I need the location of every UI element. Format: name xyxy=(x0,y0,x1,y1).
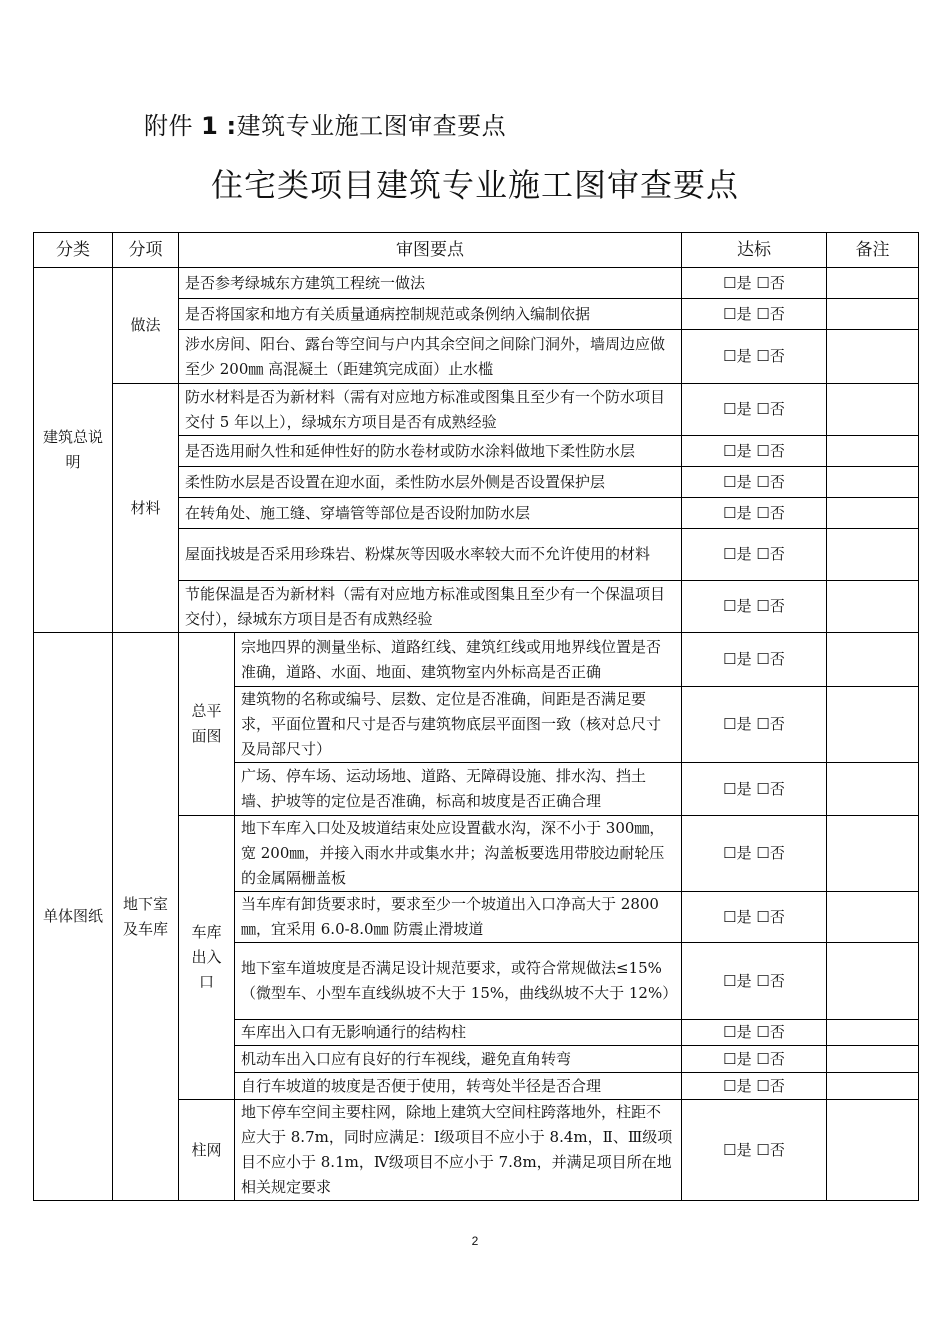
remarks-cell[interactable] xyxy=(827,498,919,529)
remarks-cell[interactable] xyxy=(827,892,919,943)
remarks-cell[interactable] xyxy=(827,687,919,763)
remarks-cell[interactable] xyxy=(827,268,919,299)
header-subcategory: 分项 xyxy=(113,233,179,268)
review-point: 是否参考绿城东方建筑工程统一做法 xyxy=(179,268,682,299)
compliance-checkbox[interactable]: ☐是 ☐否 xyxy=(682,268,827,299)
review-point: 地下车库入口处及坡道结束处应设置截水沟，深不小于 300㎜，宽 200㎜，并接入雨水井或集水井；沟盖板要选用带胶边耐轮压的金属隔栅盖板 xyxy=(235,816,682,892)
review-point: 节能保温是否为新材料（需有对应地方标准或图集且至少有一个保温项目交付），绿城东方项目是否有成熟经验 xyxy=(179,581,682,633)
compliance-checkbox[interactable]: ☐是 ☐否 xyxy=(682,467,827,498)
attachment-colon: : xyxy=(226,112,237,140)
review-point: 广场、停车场、运动场地、道路、无障碍设施、排水沟、挡土墙、护坡等的定位是否准确，标高和坡度是否正确合理 xyxy=(235,763,682,816)
compliance-checkbox[interactable]: ☐是 ☐否 xyxy=(682,330,827,384)
attachment-number: 1 xyxy=(201,112,219,140)
table-row xyxy=(34,633,919,687)
review-point: 机动车出入口应有良好的行车视线，避免直角转弯 xyxy=(235,1046,682,1073)
remarks-cell[interactable] xyxy=(827,299,919,330)
remarks-cell[interactable] xyxy=(827,330,919,384)
remarks-cell[interactable] xyxy=(827,1020,919,1046)
table-row xyxy=(34,268,919,299)
review-point: 在转角处、施工缝、穿墙管等部位是否设附加防水层 xyxy=(179,498,682,529)
review-point: 是否选用耐久性和延伸性好的防水卷材或防水涂料做地下柔性防水层 xyxy=(179,436,682,467)
header-points: 审图要点 xyxy=(179,233,682,268)
attachment-prefix: 附件 xyxy=(144,112,193,140)
compliance-checkbox[interactable]: ☐是 ☐否 xyxy=(682,687,827,763)
sub-subcategory-cell: 总平面图 xyxy=(179,633,235,816)
compliance-checkbox[interactable]: ☐是 ☐否 xyxy=(682,498,827,529)
category-cell: 建筑总说明 xyxy=(34,268,113,633)
remarks-cell[interactable] xyxy=(827,1046,919,1073)
attachment-heading xyxy=(144,106,506,141)
compliance-checkbox[interactable]: ☐是 ☐否 xyxy=(682,763,827,816)
remarks-cell[interactable] xyxy=(827,467,919,498)
sub-subcategory-cell: 柱网 xyxy=(179,1100,235,1201)
review-point: 地下室车道坡度是否满足设计规范要求，或符合常规做法≤15%（微型车、小型车直线纵坡不大于 15%，曲线纵坡不大于 12%） xyxy=(235,943,682,1020)
remarks-cell[interactable] xyxy=(827,384,919,436)
review-point: 涉水房间、阳台、露台等空间与户内其余空间之间除门洞外，墙周边应做至少 200㎜ 高混凝土（距建筑完成面）止水槛 xyxy=(179,330,682,384)
review-point: 防水材料是否为新材料（需有对应地方标准或图集且至少有一个防水项目交付 5 年以上），绿城东方项目是否有成熟经验 xyxy=(179,384,682,436)
compliance-checkbox[interactable]: ☐是 ☐否 xyxy=(682,1020,827,1046)
compliance-checkbox[interactable]: ☐是 ☐否 xyxy=(682,384,827,436)
remarks-cell[interactable] xyxy=(827,1073,919,1100)
review-point: 柔性防水层是否设置在迎水面，柔性防水层外侧是否设置保护层 xyxy=(179,467,682,498)
compliance-checkbox[interactable]: ☐是 ☐否 xyxy=(682,1100,827,1201)
review-point: 地下停车空间主要柱网，除地上建筑大空间柱跨落地外，柱距不应大于 8.7m，同时应满足：Ⅰ级项目不应小于 8.4m，Ⅱ、Ⅲ级项目不应小于 8.1m，Ⅳ级项目不应小于 7.8m，并满足项目所在地相关规定要求 xyxy=(235,1100,682,1201)
header-category: 分类 xyxy=(34,233,113,268)
remarks-cell[interactable] xyxy=(827,436,919,467)
review-point: 车库出入口有无影响通行的结构柱 xyxy=(235,1020,682,1046)
remarks-cell[interactable] xyxy=(827,763,919,816)
compliance-checkbox[interactable]: ☐是 ☐否 xyxy=(682,1073,827,1100)
remarks-cell[interactable] xyxy=(827,633,919,687)
remarks-cell[interactable] xyxy=(827,943,919,1020)
header-row xyxy=(34,233,919,268)
remarks-cell[interactable] xyxy=(827,1100,919,1201)
subcategory-cell: 做法 xyxy=(113,268,179,384)
subcategory-cell: 材料 xyxy=(113,384,179,633)
sub-subcategory-cell: 车库出入口 xyxy=(179,816,235,1100)
review-point: 当车库有卸货要求时，要求至少一个坡道出入口净高大于 2800㎜，宜采用 6.0-8.0㎜ 防震止滑坡道 xyxy=(235,892,682,943)
compliance-checkbox[interactable]: ☐是 ☐否 xyxy=(682,299,827,330)
review-point: 是否将国家和地方有关质量通病控制规范或条例纳入编制依据 xyxy=(179,299,682,330)
compliance-checkbox[interactable]: ☐是 ☐否 xyxy=(682,816,827,892)
remarks-cell[interactable] xyxy=(827,816,919,892)
compliance-checkbox[interactable]: ☐是 ☐否 xyxy=(682,529,827,581)
subcategory-cell: 地下室及车库 xyxy=(113,633,179,1201)
remarks-cell[interactable] xyxy=(827,529,919,581)
document-title: 住宅类项目建筑专业施工图审查要点 xyxy=(210,166,739,204)
compliance-checkbox[interactable]: ☐是 ☐否 xyxy=(682,633,827,687)
compliance-checkbox[interactable]: ☐是 ☐否 xyxy=(682,943,827,1020)
header-compliant: 达标 xyxy=(682,233,827,268)
review-point: 宗地四界的测量坐标、道路红线、建筑红线或用地界线位置是否准确，道路、水面、地面、建筑物室内外标高是否正确 xyxy=(235,633,682,687)
compliance-checkbox[interactable]: ☐是 ☐否 xyxy=(682,436,827,467)
review-table xyxy=(33,232,919,1201)
page-number: 2 xyxy=(471,1234,479,1248)
review-point: 屋面找坡是否采用珍珠岩、粉煤灰等因吸水率较大而不允许使用的材料 xyxy=(179,529,682,581)
remarks-cell[interactable] xyxy=(827,581,919,633)
compliance-checkbox[interactable]: ☐是 ☐否 xyxy=(682,892,827,943)
table-row xyxy=(34,384,919,436)
category-cell: 单体图纸 xyxy=(34,633,113,1201)
compliance-checkbox[interactable]: ☐是 ☐否 xyxy=(682,581,827,633)
review-point: 自行车坡道的坡度是否便于使用，转弯处半径是否合理 xyxy=(235,1073,682,1100)
compliance-checkbox[interactable]: ☐是 ☐否 xyxy=(682,1046,827,1073)
review-point: 建筑物的名称或编号、层数、定位是否准确，间距是否满足要求，平面位置和尺寸是否与建筑物底层平面图一致（核对总尺寸及局部尺寸） xyxy=(235,687,682,763)
attachment-text: 建筑专业施工图审查要点 xyxy=(236,112,507,140)
header-remarks: 备注 xyxy=(827,233,919,268)
